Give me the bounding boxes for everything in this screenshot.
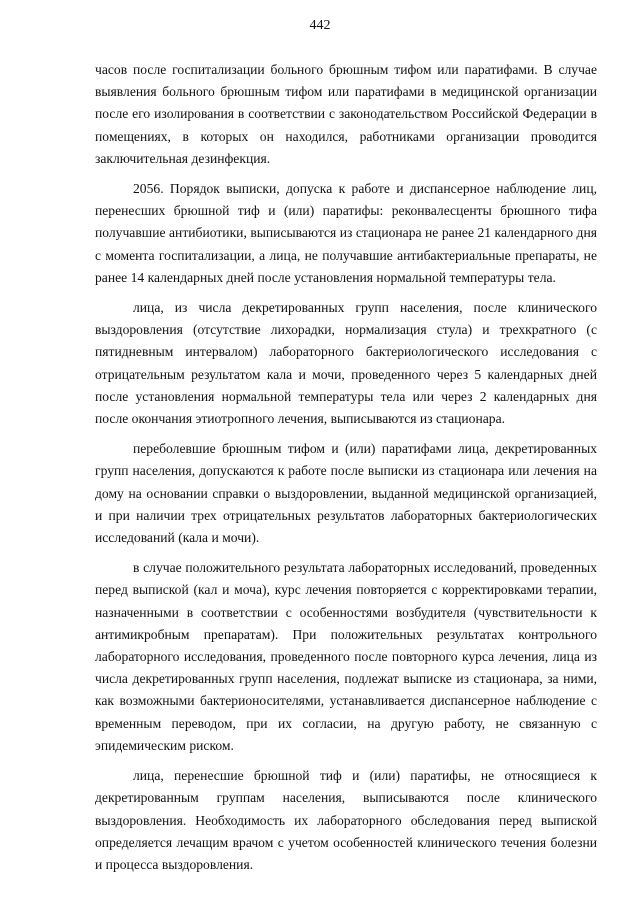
paragraph-non-decreed-groups: лица, перенесшие брюшной тиф и (или) паратифы, не относящиеся к декретированным группам населения, выписываются после клинического выздоровления. Необходимость их лабораторного обследования перед выпиской определяется лечащим врачом с учетом особенностей клинического течения болезни и процесса выздоровления. (95, 768, 597, 872)
body-text (95, 59, 597, 884)
paragraph-decreed-groups-discharge: лица, из числа декретированных групп населения, после клинического выздоровления (отсутствие лихорадки, нормализация стула) и трехкратного (с пятидневным интервалом) лабораторного бактериологического исследования с отрицательным результатом кала и мочи, проведенного через 5 календарных дней после установления нормальной температуры тела или через 2 календарных дня после окончания этиотропного лечения, выписываются из стационара. (95, 300, 597, 427)
paragraph-continuation: часов после госпитализации больного брюшным тифом или паратифами. В случае выявления больного брюшным тифом или паратифами в медицинской организации после его изолирования в соответствии с законодательством Российской Федерации в помещениях, в которых он находился, работниками организации проводится заключительная дезинфекция. (95, 62, 597, 166)
page-number: 442 (309, 18, 331, 33)
paragraph-positive-result: в случае положительного результата лабораторных исследований, проведенных перед выпиской (кал и моча), курс лечения повторяется с корректировками терапии, назначенными в соответствии с особенностями возбудителя (чувствительности к антимикробным препаратам). При положительных результатах контрольного лабораторного исследования, проведенного после повторного курса лечения, лица из числа декретированных групп населения, подлежат выписке из стационара, за ними, как возможными бактерионосителями, устанавливается диспансерное наблюдение с временным переводом, при их согласии, на другую работу, не связанную с эпидемическим риском. (95, 560, 597, 753)
paragraph-2056: 2056. Порядок выписки, допуска к работе и диспансерное наблюдение лиц, перенесших брюшной тиф и (или) паратифы: реконвалесценты брюшного тифа получавшие антибиотики, выписываются из стационара не ранее 21 календарного дня с момента госпитализации, а лица, не получавшие антибактериальные препараты, не ранее 14 календарных дней после установления нормальной температуры тела. (95, 181, 597, 285)
paragraph-work-admission: переболевшие брюшным тифом и (или) паратифами лица, декретированных групп населения, допускаются к работе после выписки из стационара или лечения на дому на основании справки о выздоровлении, выданной медицинской организацией, и при наличии трех отрицательных результатов лабораторных бактериологических исследований (кала и мочи). (95, 441, 597, 546)
